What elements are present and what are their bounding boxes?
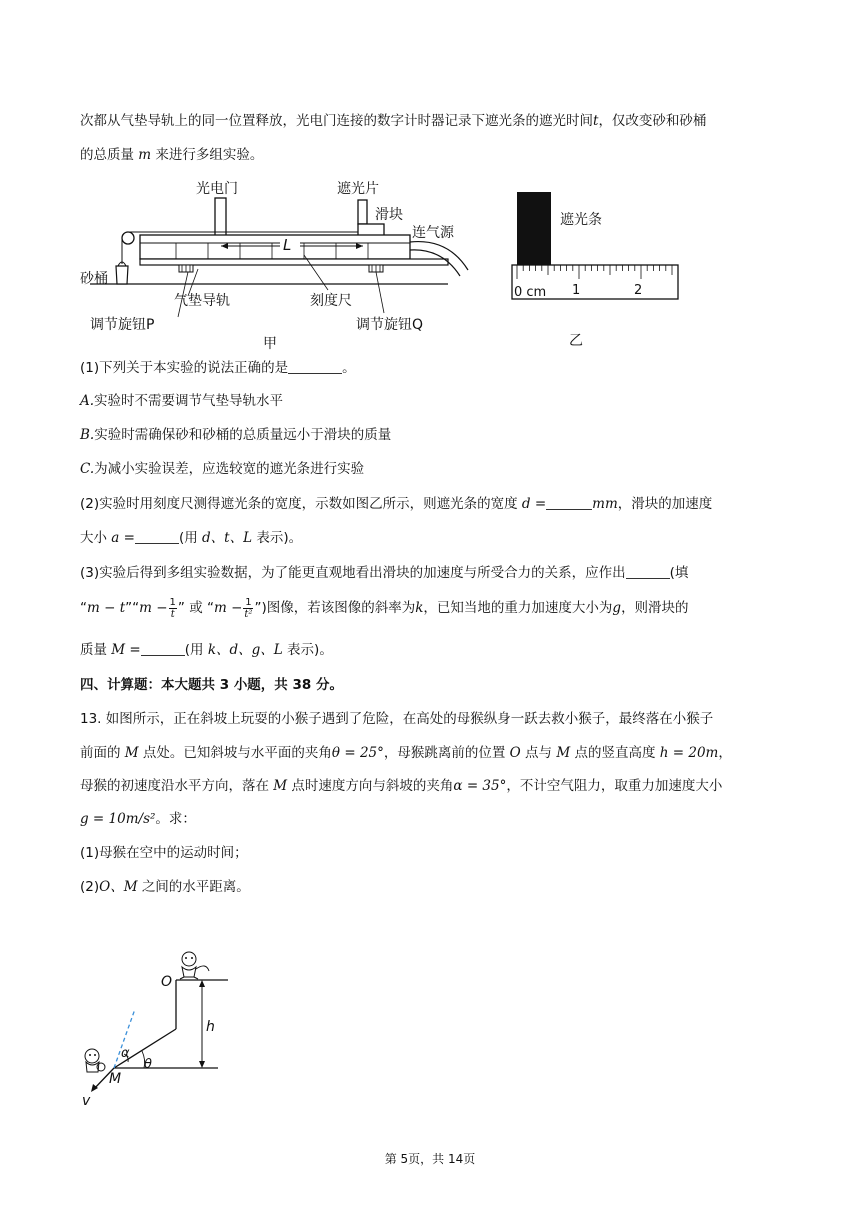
page-footer: 第 5页，共 14页 (384, 1152, 476, 1166)
section-4-title: 四、计算题：本大题共 3 小题，共 38 分。 (80, 677, 344, 693)
q13-line-3: 母猴的初速度沿水平方向，落在 M 点时速度方向与斜坡的夹角α = 35°，不计空气阻力，取重力加速度大小 (80, 778, 723, 794)
ruler-tick-2: 2 (634, 283, 643, 298)
label-O: O (161, 974, 173, 990)
q13-line-2: 前面的 M 点处。已知斜坡与水平面的夹角θ = 25°，母猴跳离前的位置 O 点与 M 点的竖直高度 h = 20m， (80, 745, 732, 761)
photogate (215, 198, 226, 240)
label-photogate: 光电门 (196, 181, 238, 197)
label-light-shield: 遮光片 (337, 181, 379, 197)
caption-jia: 甲 (263, 336, 277, 352)
monkey-slope-figure (76, 940, 246, 1110)
q2-line-2: 大小 a = (用 d、t、L 表示)。 (80, 530, 303, 546)
q1-stem: (1)下列关于本实验的说法正确的是 。 (80, 360, 356, 376)
q13-sub-2: (2)O、M 之间的水平距离。 (80, 879, 250, 895)
air-track-figure (78, 172, 478, 352)
ruler-figure (505, 185, 690, 350)
pulley (122, 232, 134, 244)
light-strip (517, 192, 551, 269)
label-L: L (283, 236, 292, 254)
mother-monkey-icon (180, 952, 209, 979)
ruler-tick-0: 0 cm (514, 285, 547, 300)
label-knob-p: 调节旋钮P (90, 317, 155, 333)
label-sand-bucket: 砂桶 (80, 271, 108, 287)
caption-yi: 乙 (569, 333, 583, 349)
label-knob-q: 调节旋钮Q (356, 317, 424, 333)
label-light-strip: 遮光条 (560, 212, 602, 228)
ruler-tick-1: 1 (572, 283, 581, 298)
label-air-source: 连气源 (412, 225, 454, 241)
intro-line-2: 的总质量 m 来进行多组实验。 (80, 147, 264, 163)
q13-sub-1: (1)母猴在空中的运动时间； (80, 845, 248, 861)
label-slider: 滑块 (375, 207, 403, 223)
baby-monkey-icon (85, 1049, 105, 1072)
q3-line-1: (3)实验后得到多组实验数据，为了能更直观地看出滑块的加速度与所受合力的关系，应作出 (填 (80, 565, 689, 581)
label-M: M (109, 1071, 122, 1087)
q3-line-2: “m − t”“m − $\frac{1}{t}$ ” 或 “m − $\frac{1}{\text{t²}}$ ”)图像，若该图像的斜率为k，已知当地的重力加速度大小为g，则滑块的 (80, 596, 689, 620)
q1-option-a: A.实验时不需要调节气垫导轨水平 (80, 393, 284, 409)
label-v: v (82, 1093, 91, 1109)
label-h: h (206, 1019, 215, 1035)
intro-line-1: 次都从气垫导轨上的同一位置释放，光电门连接的数字计时器记录下遮光条的遮光时间t，仅改变砂和砂桶 (80, 113, 707, 129)
q1-option-b: B.实验时需确保砂和砂桶的总质量远小于滑块的质量 (80, 427, 392, 443)
light-shield (358, 200, 367, 224)
q1-option-c: C.为减小实验误差，应选较宽的遮光条进行实验 (80, 461, 365, 477)
q13-line-1: 13. 如图所示，正在斜坡上玩耍的小猴子遇到了危险，在高处的母猴纵身一跃去救小猴子，最终落在小猴子 (80, 711, 714, 727)
sand-bucket (116, 266, 128, 284)
q3-line-3: 质量 M = (用 k、d、g、L 表示)。 (80, 642, 333, 658)
q13-line-4: g = 10m/s²。求： (80, 811, 196, 827)
label-air-track: 气垫导轨 (174, 293, 230, 309)
air-track (140, 235, 410, 259)
label-ruler: 刻度尺 (310, 293, 352, 309)
label-alpha: α (121, 1046, 130, 1061)
q2-line-1: (2)实验时用刻度尺测得遮光条的宽度，示数如图乙所示，则遮光条的宽度 d = mm，滑块的加速度 (80, 496, 713, 512)
label-theta: θ (144, 1057, 152, 1072)
